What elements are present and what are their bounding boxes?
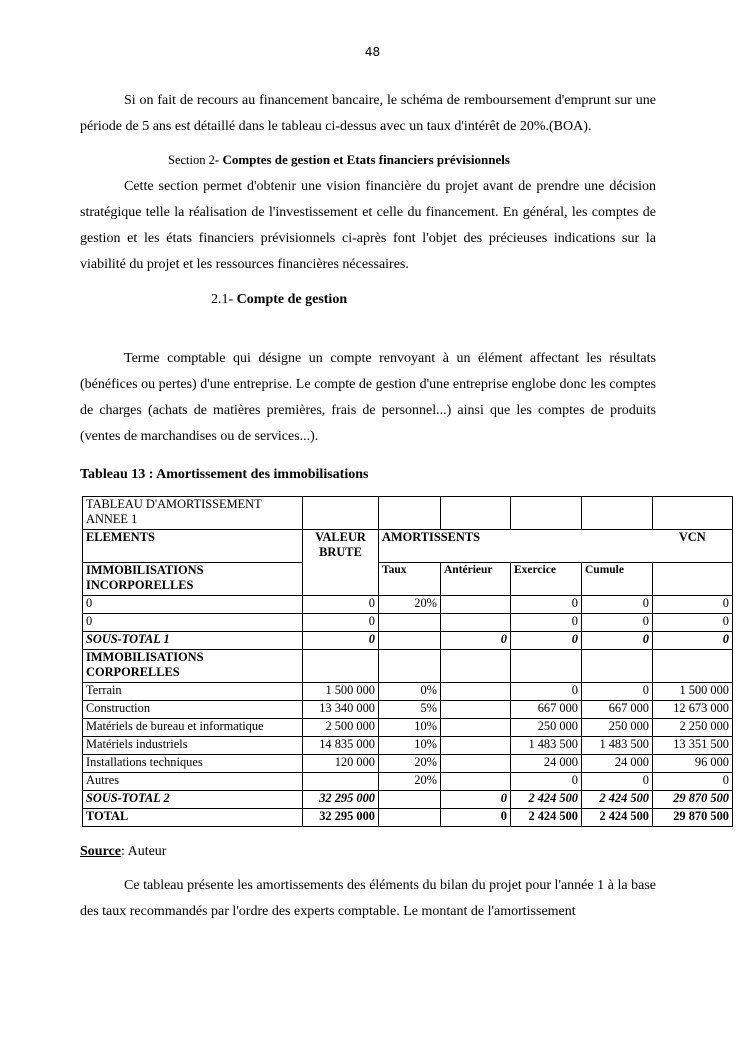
section-heading [168,152,510,168]
header-cumule: Cumule [582,563,653,596]
source-value: : Auteur [120,844,167,859]
header-vcn: VCN [653,530,733,563]
source-label: Source [80,844,121,859]
table-title-row [83,497,733,530]
section-title: - Comptes de gestion et Etats financiers prévisionnels [214,152,510,167]
table-row: Terrain 1 500 000 0% 0 0 1 500 000 [83,683,733,701]
intro-paragraph: Si on fait de recours au financement bancaire, le schéma de remboursement d'emprunt sur une période de 5 ans est détaillé dans le tableau ci-dessus avec un taux d'intérêt de 20%.(BOA). [80,93,656,134]
table-source [80,844,166,860]
table-row: Matériels de bureau et informatique 2 500 000 10% 250 000 250 000 2 250 000 [83,719,733,737]
subsection-heading [211,292,347,308]
subtotal-2-row: SOUS-TOTAL 2 32 295 000 0 2 424 500 2 424 500 29 870 500 [83,791,733,809]
table-row: Matériels industriels 14 835 000 10% 1 483 500 1 483 500 13 351 500 [83,737,733,755]
table-row: 0 0 0 0 0 [83,614,733,632]
header-anterieur: Antérieur [441,563,511,596]
table-row: 0 0 20% 0 0 0 [83,596,733,614]
amortization-table [82,496,733,827]
header-exercice: Exercice [511,563,582,596]
table-row: Installations techniques 120 000 20% 24 000 24 000 96 000 [83,755,733,773]
header-amortissements: AMORTISSENTS [379,530,653,563]
group-incorporelles: IMMOBILISATIONS INCORPORELLES [83,563,303,596]
subsection-number: 2.1- [211,292,234,307]
subtotal-1-row: SOUS-TOTAL 1 0 0 0 0 0 [83,632,733,650]
table-row: Autres 20% 0 0 0 [83,773,733,791]
group-corporelles: IMMOBILISATIONS CORPORELLES [83,650,303,683]
table-row: Construction 13 340 000 5% 667 000 667 000 12 673 000 [83,701,733,719]
group-corporelles-row [83,650,733,683]
table-title: TABLEAU D'AMORTISSEMENT ANNEE 1 [83,497,303,530]
header-valeur-brute: VALEUR BRUTE [303,530,379,596]
section-prefix: Section 2 [168,153,215,167]
section-paragraph: Cette section permet d'obtenir une vision financière du projet avant de prendre une décision stratégique telle la réalisation de l'investissement et celle du financement. En général, les comptes de gestion et les états financiers prévisionnels ci-après font l'objet des précieuses indications sur la viabilité du projet et les ressources financières nécessaires. [80,179,656,272]
total-row: TOTAL 32 295 000 0 2 424 500 2 424 500 29 870 500 [83,809,733,827]
header-row-1 [83,530,733,563]
subsection-title: Compte de gestion [236,292,348,307]
closing-paragraph: Ce tableau présente les amortissements des éléments du bilan du projet pour l'année 1 à la base des taux recommandés par l'ordre des experts comptable. Le montant de l'amortissement [80,878,656,919]
header-taux: Taux [379,563,441,596]
header-row-2 [83,563,733,596]
page-number: 48 [364,45,381,59]
header-elements: ELEMENTS [83,530,303,563]
subsection-paragraph: Terme comptable qui désigne un compte renvoyant à un élément affectant les résultats (bénéfices ou pertes) d'une entreprise. Le compte de gestion d'une entreprise englobe donc les comptes de charges (achats de matières premières, frais de personnel...) ainsi que les comptes de produits (ventes de marchandises ou de services...). [80,351,656,444]
table-caption: Tableau 13 : Amortissement des immobilisations [80,467,369,482]
